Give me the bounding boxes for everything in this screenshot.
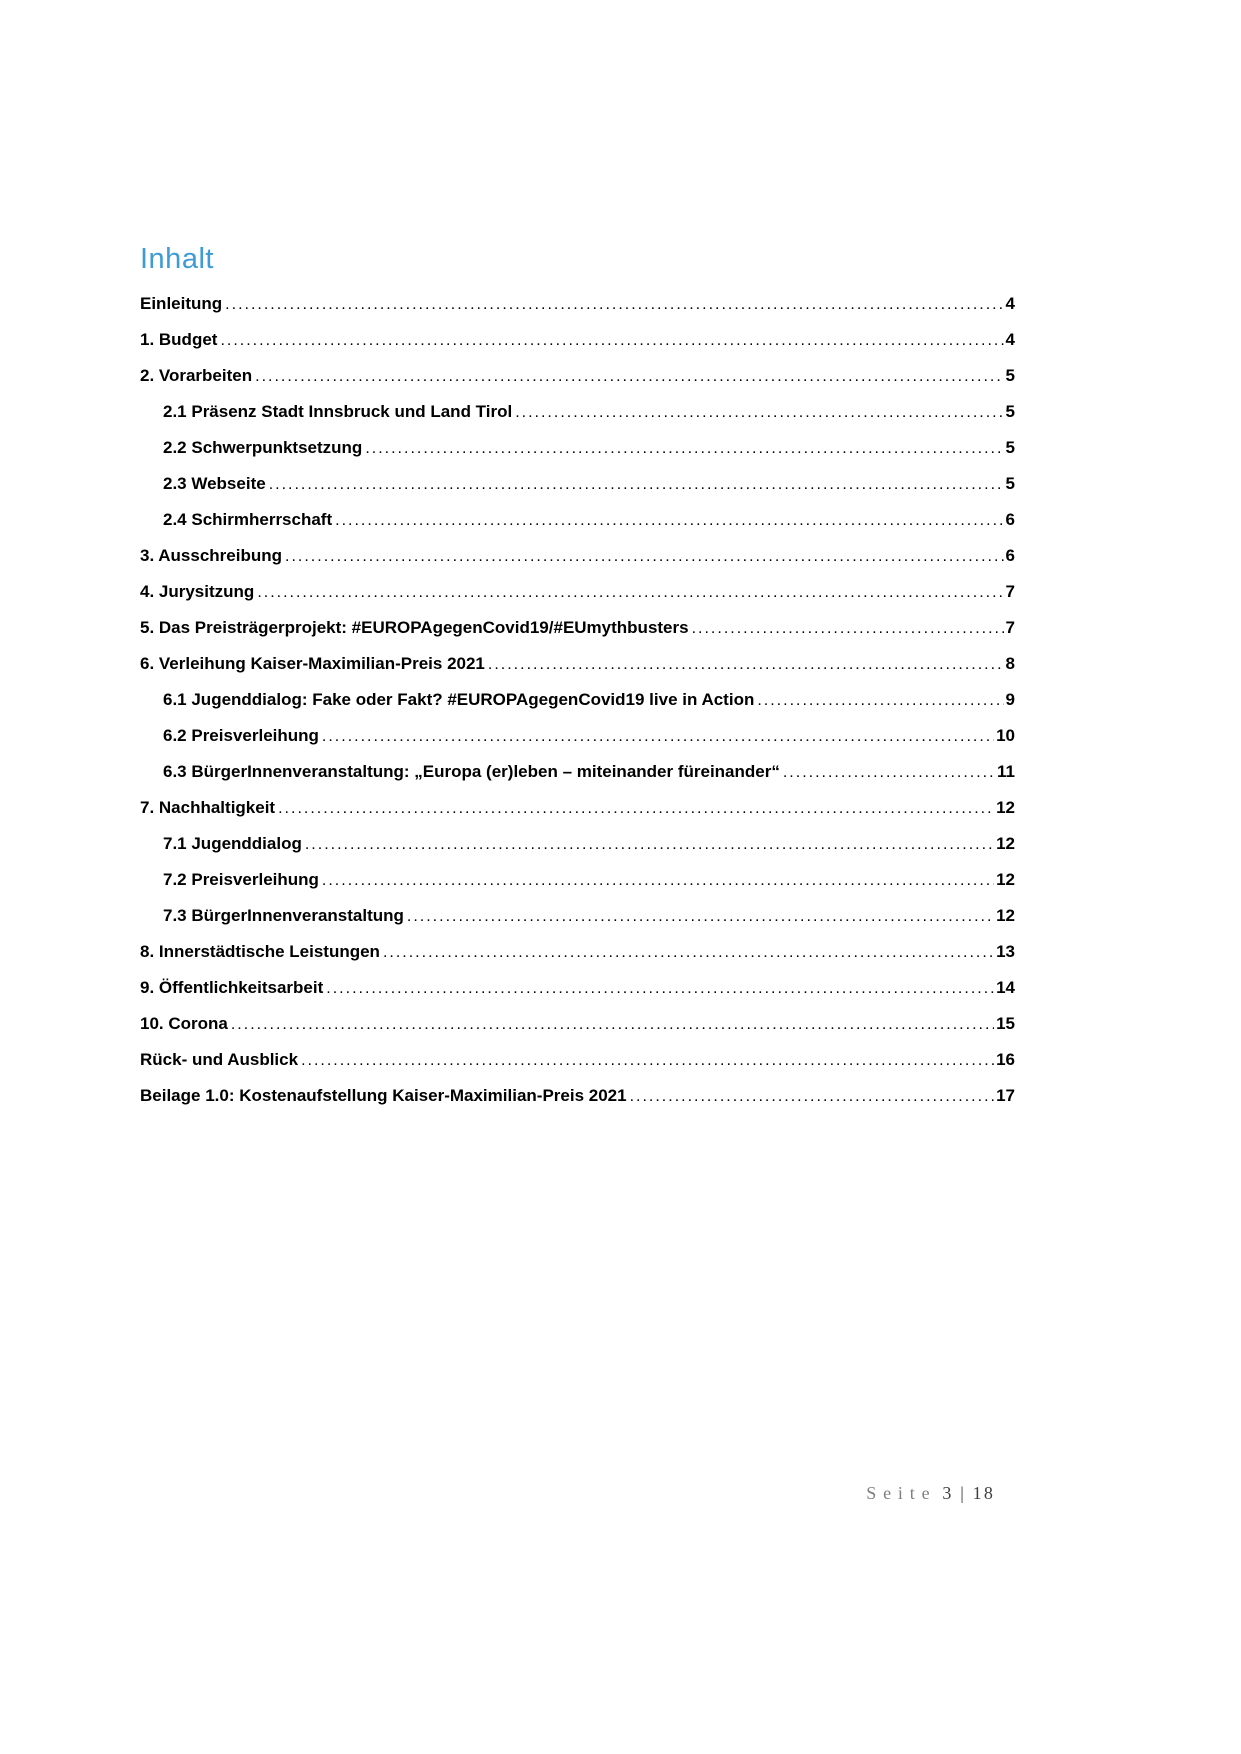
toc-entry-page: 6	[1005, 546, 1015, 565]
toc-entry[interactable]	[140, 1042, 1015, 1078]
toc-entry-label: 9. Öffentlichkeitsarbeit	[140, 978, 324, 997]
toc-entry-page: 8	[1005, 654, 1015, 673]
footer-page-number: 3 | 18	[942, 1483, 995, 1503]
toc-entry-page: 7	[1005, 618, 1015, 637]
toc-entry[interactable]	[163, 898, 1015, 934]
toc-entry-label: 8. Innerstädtische Leistungen	[140, 942, 380, 961]
toc-entry[interactable]	[140, 574, 1015, 610]
toc-dot-leader	[335, 509, 1003, 531]
toc-dot-leader	[269, 473, 1004, 495]
toc-entry-label: 7.3 BürgerInnenveranstaltung	[163, 906, 404, 925]
toc-entry[interactable]	[140, 358, 1015, 394]
toc-entry-label: 5. Das Preisträgerprojekt: #EUROPAgegenCovid19/#EUmythbusters	[140, 618, 689, 637]
toc-dot-leader	[783, 761, 995, 783]
toc-entry[interactable]	[140, 1078, 1015, 1114]
toc-entry-label: 10. Corona	[140, 1014, 228, 1033]
toc-dot-leader	[225, 293, 1003, 315]
toc-entry[interactable]	[163, 862, 1015, 898]
toc-entry[interactable]	[163, 754, 1015, 790]
toc-entry[interactable]	[140, 970, 1015, 1006]
toc-entry-page: 4	[1005, 330, 1015, 349]
toc-entry-label: Beilage 1.0: Kostenaufstellung Kaiser-Maximilian-Preis 2021	[140, 1086, 627, 1105]
toc-entry[interactable]	[163, 718, 1015, 754]
toc-entry-label: 2.4 Schirmherrschaft	[163, 510, 333, 529]
toc-dot-leader	[488, 653, 1004, 675]
toc-entry-label: 2.2 Schwerpunktsetzung	[163, 438, 363, 457]
toc-dot-leader	[278, 797, 994, 819]
toc-entry-page: 16	[996, 1050, 1015, 1069]
toc-entry-page: 6	[1005, 510, 1015, 529]
toc-title: Inhalt	[140, 243, 214, 275]
toc-dot-leader	[220, 329, 1003, 351]
toc-entry[interactable]	[140, 322, 1015, 358]
toc-dot-leader	[692, 617, 1004, 639]
toc-entry[interactable]	[140, 286, 1015, 322]
toc-dot-leader	[322, 869, 994, 891]
toc-entry-label: 1. Budget	[140, 330, 218, 349]
toc-entry-label: 6. Verleihung Kaiser-Maximilian-Preis 2021	[140, 654, 485, 673]
toc-dot-leader	[326, 977, 994, 999]
toc-entry-page: 9	[1005, 690, 1015, 709]
toc-entry-label: Rück- und Ausblick	[140, 1050, 299, 1069]
toc-entry[interactable]	[140, 646, 1015, 682]
toc-dot-leader	[231, 1013, 994, 1035]
toc-entry[interactable]	[163, 394, 1015, 430]
toc-entry-page: 12	[996, 834, 1015, 853]
toc-entry-label: 2.1 Präsenz Stadt Innsbruck und Land Tirol	[163, 402, 513, 421]
toc-entry-page: 5	[1005, 474, 1015, 493]
toc-entry-label: 7.1 Jugenddialog	[163, 834, 302, 853]
toc-entry-label: 6.3 BürgerInnenveranstaltung: „Europa (er)leben – miteinander füreinander“	[163, 762, 780, 781]
toc-entry-label: 6.1 Jugenddialog: Fake oder Fakt? #EUROPAgegenCovid19 live in Action	[163, 690, 755, 709]
toc-entry-label: 7. Nachhaltigkeit	[140, 798, 276, 817]
toc-entry-label: 3. Ausschreibung	[140, 546, 283, 565]
toc-entry-label: 4. Jurysitzung	[140, 582, 255, 601]
toc-entry-page: 12	[996, 906, 1015, 925]
toc-entry-label: 2. Vorarbeiten	[140, 366, 253, 385]
toc-entry-page: 4	[1005, 294, 1015, 313]
toc-entry-page: 17	[996, 1086, 1015, 1105]
toc-entry-page: 5	[1005, 402, 1015, 421]
toc-entry-page: 10	[996, 726, 1015, 745]
toc-entry-page: 13	[996, 942, 1015, 961]
toc-dot-leader	[257, 581, 1003, 603]
toc-entry[interactable]	[140, 538, 1015, 574]
page-footer	[866, 1483, 995, 1504]
toc-entry-page: 14	[996, 978, 1015, 997]
toc-entry[interactable]	[140, 1006, 1015, 1042]
toc-entry-label: 2.3 Webseite	[163, 474, 266, 493]
toc-entry[interactable]	[140, 610, 1015, 646]
toc-entry[interactable]	[163, 826, 1015, 862]
toc-entry-page: 15	[996, 1014, 1015, 1033]
toc-entry[interactable]	[140, 934, 1015, 970]
toc-dot-leader	[383, 941, 994, 963]
toc-dot-leader	[305, 833, 994, 855]
toc-entry-page: 5	[1005, 366, 1015, 385]
toc-entry[interactable]	[163, 430, 1015, 466]
toc-dot-leader	[322, 725, 994, 747]
toc-entry-label: Einleitung	[140, 294, 223, 313]
toc-entry-label: 7.2 Preisverleihung	[163, 870, 319, 889]
toc-dot-leader	[301, 1049, 994, 1071]
toc-entry-label: 6.2 Preisverleihung	[163, 726, 319, 745]
toc-entry-page: 11	[997, 762, 1015, 781]
toc-dot-leader	[285, 545, 1004, 567]
table-of-contents	[140, 286, 1015, 1114]
toc-entry[interactable]	[163, 682, 1015, 718]
toc-dot-leader	[630, 1085, 995, 1107]
toc-entry-page: 5	[1005, 438, 1015, 457]
toc-entry[interactable]	[163, 502, 1015, 538]
footer-page-label: Seite	[866, 1483, 937, 1503]
toc-entry[interactable]	[140, 790, 1015, 826]
toc-entry-page: 12	[996, 798, 1015, 817]
toc-dot-leader	[255, 365, 1003, 387]
toc-entry-page: 12	[996, 870, 1015, 889]
toc-dot-leader	[515, 401, 1003, 423]
toc-entry[interactable]	[163, 466, 1015, 502]
toc-dot-leader	[407, 905, 994, 927]
toc-dot-leader	[365, 437, 1003, 459]
toc-entry-page: 7	[1005, 582, 1015, 601]
toc-dot-leader	[757, 689, 1003, 711]
